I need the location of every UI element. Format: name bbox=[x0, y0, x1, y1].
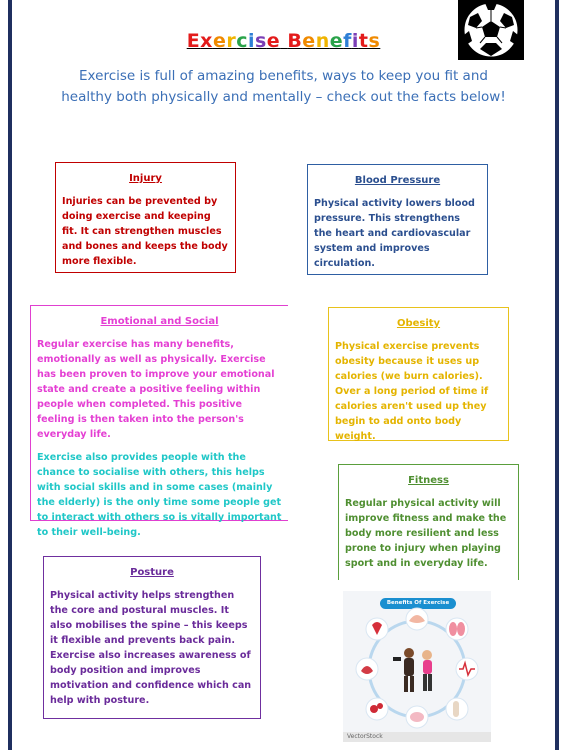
title-letter: B bbox=[287, 30, 303, 52]
infographic-watermark: VectorStock bbox=[343, 732, 491, 742]
posture-box bbox=[43, 556, 261, 719]
title-letter: n bbox=[315, 30, 330, 52]
emotional-text: Regular exercise has many benefits, emotionally as well as physically. Exercise has been proven to improve your emotional state and create a positive feeling within people when completed. This positive feeling is then taken into the person's everyday life. bbox=[37, 339, 275, 440]
obesity-heading: Obesity bbox=[396, 318, 441, 329]
title-letter: c bbox=[236, 30, 248, 52]
title-letter: e bbox=[302, 30, 316, 52]
title-letter: e bbox=[329, 30, 344, 52]
blood-pressure-box bbox=[307, 164, 488, 275]
fitness-text: Regular physical activity will improve fitness and make the body more resilient and less prone to injury when playing sport and in everyday life. bbox=[345, 498, 507, 569]
title-letter: t bbox=[358, 30, 369, 52]
page-border-left bbox=[8, 0, 12, 750]
fitness-heading: Fitness bbox=[408, 475, 449, 486]
injury-box bbox=[55, 162, 236, 273]
posture-heading: Posture bbox=[130, 567, 174, 578]
injury-text: Injuries can be prevented by doing exercise and keeping fit. It can strengthen muscles and bones and keeps the body more flexible. bbox=[62, 196, 228, 267]
title-letter: s bbox=[254, 30, 267, 52]
blood-pressure-heading: Blood Pressure bbox=[354, 175, 441, 186]
title-letter: i bbox=[351, 30, 359, 52]
emotional-social-heading: Emotional and Social bbox=[100, 316, 219, 327]
title-letter: i bbox=[247, 30, 255, 52]
title-letter: f bbox=[343, 30, 352, 52]
page-border-right bbox=[555, 0, 559, 750]
obesity-text: Physical exercise prevents obesity because it uses up calories (we burn calories). Over a long period of time if calories aren't used up they begin to add onto body weight. bbox=[335, 341, 489, 442]
title-letter: s bbox=[368, 30, 381, 52]
title-letter: e bbox=[212, 30, 227, 52]
title-letter: E bbox=[186, 30, 201, 52]
obesity-box bbox=[328, 307, 509, 441]
title-letter: x bbox=[200, 30, 213, 52]
blood-pressure-text: Physical activity lowers blood pressure. This strengthens the heart and cardiovascular system and improves circulation. bbox=[314, 198, 475, 269]
infographic-art bbox=[343, 591, 491, 732]
benefits-infographic bbox=[343, 591, 491, 742]
injury-heading: Injury bbox=[129, 173, 162, 184]
title-letter: r bbox=[226, 30, 237, 52]
title-letter: e bbox=[266, 30, 281, 52]
posture-text: Physical activity helps strengthen the core and postural muscles. It also mobilises the spine – this keeps it flexible and prevents back pain. Exercise also increases awareness of body position and improves motivation and confidence which can help with posture. bbox=[50, 590, 252, 706]
page-subtitle: Exercise is full of amazing benefits, ways to keep you fit and healthy both physically and mentally – check out the facts below! bbox=[61, 68, 506, 105]
fitness-box bbox=[338, 464, 519, 580]
social-text: Exercise also provides people with the chance to socialise with others, this helps with social skills and in some cases (mainly the elderly) is the only time some people get to interact with others so is vitally important to their well-being. bbox=[37, 452, 282, 538]
emotional-social-box bbox=[30, 305, 288, 538]
infographic-title: Benefits Of Exercise bbox=[380, 598, 456, 609]
soccer-ball-icon bbox=[458, 0, 524, 60]
